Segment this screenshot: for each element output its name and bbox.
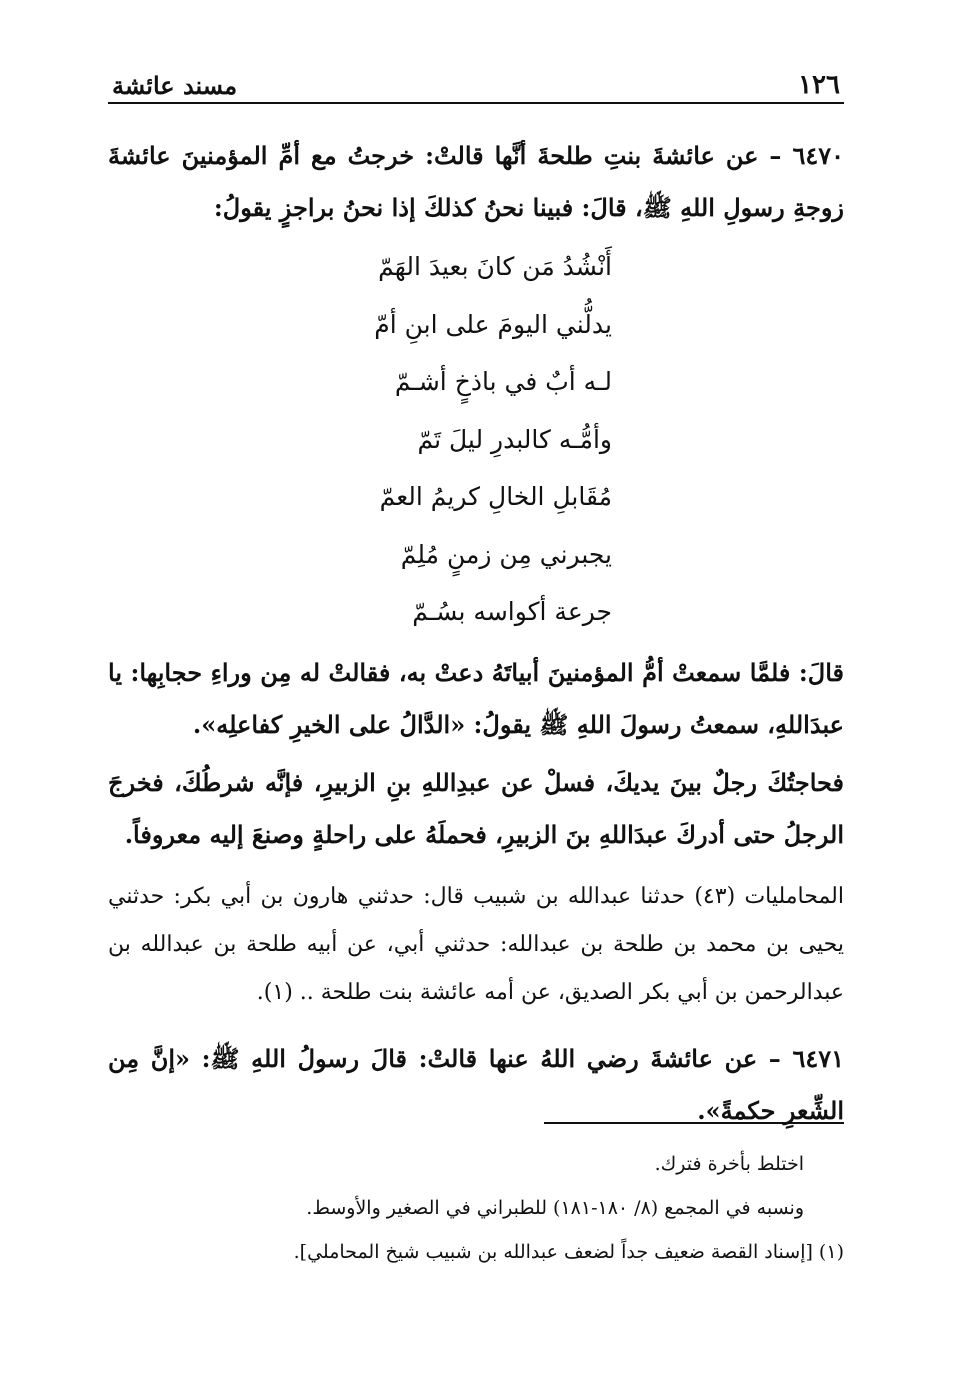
running-header [108, 70, 844, 104]
poem-line: يجبرني مِن زمنٍ مُلِمّ [400, 539, 612, 569]
poem [108, 238, 844, 641]
poem-line: يدلُّني اليومَ على ابنِ أمّ [374, 309, 612, 339]
book-title: مسند عائشة [112, 71, 238, 100]
footnotes [108, 1142, 844, 1274]
narration-continuation-2: فحاجتُكَ رجلٌ بينَ يديكَ، فسلْ عن عبدِاللهِ بنِ الزبيرِ، فإنَّه شرطُكَ، فخرجَ الرجلُ حتى أدركَ عبدَاللهِ بنَ الزبيرِ، فحملَهُ على راحلةٍ وصنعَ إليه معروفاً. [108, 767, 844, 849]
poem-line: أَنْشُدُ مَن كانَ بعيدَ الهَمّ [378, 252, 612, 281]
hadith-6470: ٦٤٧٠ – عن عائشةَ بنتِ طلحةَ أنَّها قالتْ: خرجتُ مع أمِّ المؤمنينَ عائشةَ زوجةِ رسولِ اللهِ ﷺ، قالَ: فبينا نحنُ كذلكَ إذا نحنُ براجزٍ يقولُ: [108, 141, 844, 222]
footnote-line: (١) [إسناد القصة ضعيف جداً لضعف عبدالله بن شبيب شيخ المحاملي]. [293, 1241, 844, 1263]
narration-continuation-1: قالَ: فلمَّا سمعتْ أمُّ المؤمنينَ أبياتَهُ دعتْ به، فقالتْ له مِن وراءِ حجابِها: يا عبدَاللهِ، سمعتُ رسولَ اللهِ ﷺ يقولُ: «الدَّالُ على الخيرِ كفاعلِه». [108, 657, 844, 739]
hadith-6471: ٦٤٧١ – عن عائشةَ رضي اللهُ عنها قالتْ: قالَ رسولُ اللهِ ﷺ: «إنَّ مِن الشِّعرِ حكمةً». [108, 1043, 844, 1125]
footnote-divider [544, 1122, 844, 1124]
page-number: ١٢٦ [798, 70, 840, 100]
poem-line: جرعة أكواسه بسُـمّ [412, 597, 612, 626]
poem-line: وأمُّـه كالبدرِ ليلَ تَمّ [417, 424, 612, 454]
poem-line: لـه أبٌ في باذخٍ أشـمّ [394, 367, 612, 396]
footnote-line: ونسبه في المجمع (٨/ ١٨٠-١٨١) للطبراني في الصغير والأوسط. [306, 1197, 804, 1219]
book-page [108, 70, 844, 1320]
footnote-line: اختلط بأخرة فترك. [654, 1153, 804, 1175]
isnad-source: المحامليات (٤٣) حدثنا عبدالله بن شبيب قال: حدثني هارون بن أبي بكر: حدثني يحيى بن محمد بن طلحة بن عبدالله: حدثني أبي، عن أبيه طلحة بن عبدالله بن عبدالرحمن بن أبي بكر الصديق، عن أمه عائشة بنت طلحة .. (١). [108, 883, 844, 1005]
poem-line: مُقَابلِ الخالِ كريمُ العمّ [379, 482, 612, 511]
